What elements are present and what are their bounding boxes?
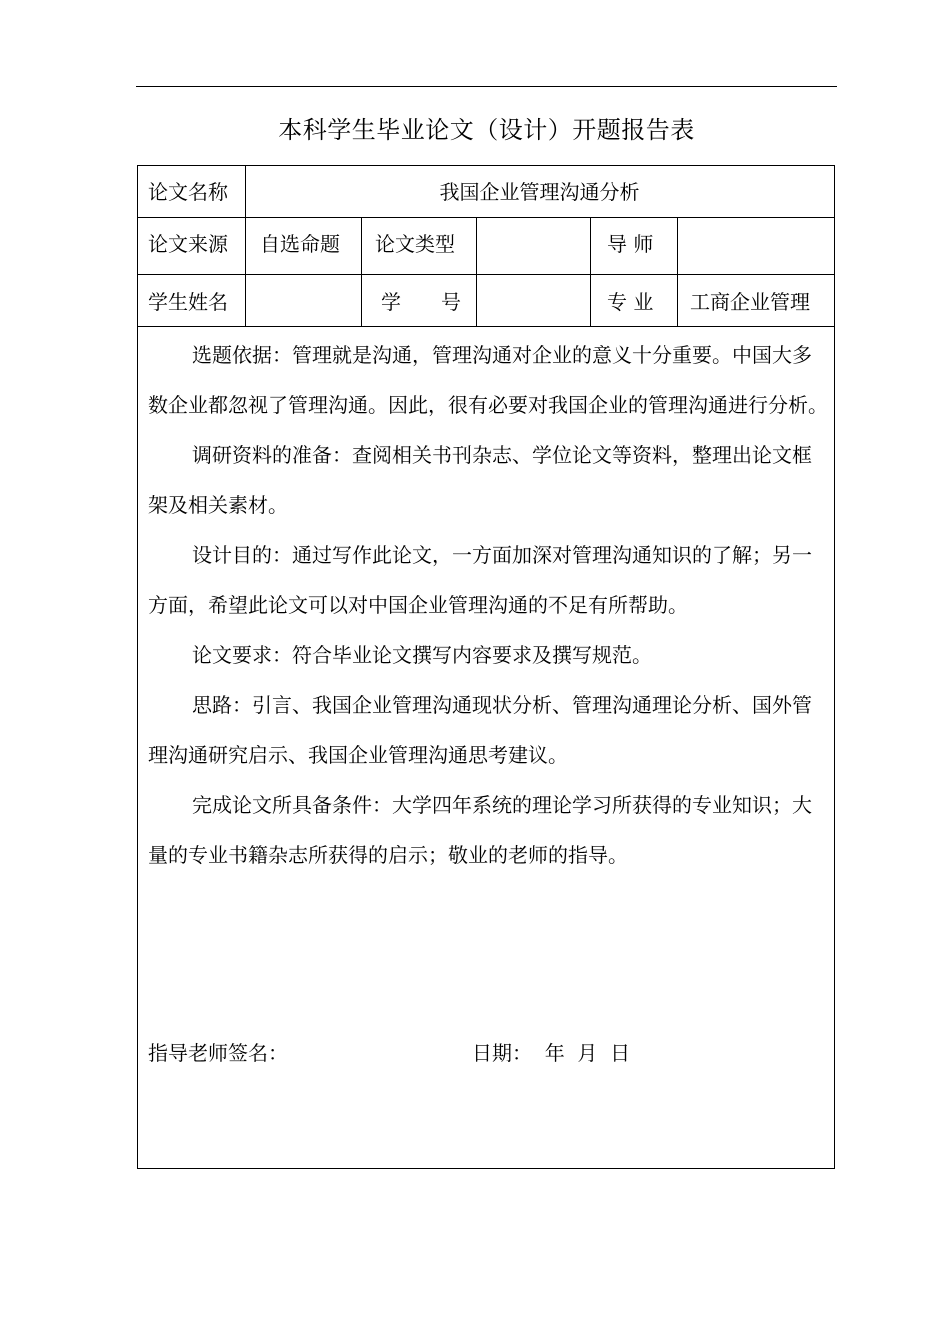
date-area bbox=[472, 1040, 630, 1066]
conditions-paragraph: 完成论文所具备条件：大学四年系统的理论学习所获得的专业知识；大量的专业书籍杂志所获得的启示；敬业的老师的指导。 bbox=[148, 793, 812, 867]
row-divider-3 bbox=[138, 326, 834, 327]
major-label: 专 业 bbox=[607, 290, 654, 314]
row-divider-1 bbox=[138, 217, 834, 218]
student-name-label: 学生姓名 bbox=[148, 290, 228, 314]
row-divider-2 bbox=[138, 274, 834, 275]
major-value: 工商企业管理 bbox=[690, 290, 810, 314]
requirements-paragraph: 论文要求：符合毕业论文撰写内容要求及撰写规范。 bbox=[192, 643, 652, 667]
student-id-label: 学 号 bbox=[381, 290, 461, 314]
proposal-body bbox=[148, 330, 828, 880]
col-divider-2 bbox=[361, 217, 362, 326]
page-title: 本科学生毕业论文（设计）开题报告表 bbox=[278, 116, 695, 144]
basis-paragraph: 选题依据：管理就是沟通，管理沟通对企业的意义十分重要。中国大多数企业都忽视了管理沟通。因此，很有必要对我国企业的管理沟通进行分析。 bbox=[148, 343, 828, 417]
thesis-source-value: 自选命题 bbox=[260, 232, 340, 256]
date-label: 日期： bbox=[472, 1041, 532, 1065]
advisor-label: 导 师 bbox=[607, 232, 654, 256]
approach-paragraph: 思路：引言、我国企业管理沟通现状分析、管理沟通理论分析、国外管理沟通研究启示、我国企业管理沟通思考建议。 bbox=[148, 693, 812, 767]
top-rule bbox=[136, 86, 837, 87]
thesis-type-label: 论文类型 bbox=[375, 232, 455, 256]
purpose-paragraph: 设计目的：通过写作此论文，一方面加深对管理沟通知识的了解；另一方面，希望此论文可以对中国企业管理沟通的不足有所帮助。 bbox=[148, 543, 812, 617]
col-divider-4 bbox=[590, 217, 591, 326]
materials-paragraph: 调研资料的准备：查阅相关书刊杂志、学位论文等资料，整理出论文框架及相关素材。 bbox=[148, 443, 812, 517]
thesis-title-label: 论文名称 bbox=[148, 180, 228, 204]
thesis-title-value: 我国企业管理沟通分析 bbox=[439, 180, 640, 204]
advisor-signature-label: 指导老师签名： bbox=[148, 1041, 288, 1065]
thesis-source-label: 论文来源 bbox=[148, 232, 228, 256]
col-divider-5 bbox=[677, 217, 678, 326]
proposal-form bbox=[137, 165, 835, 1169]
col-divider-3 bbox=[476, 217, 477, 326]
date-fields: 年 月 日 bbox=[544, 1041, 631, 1065]
